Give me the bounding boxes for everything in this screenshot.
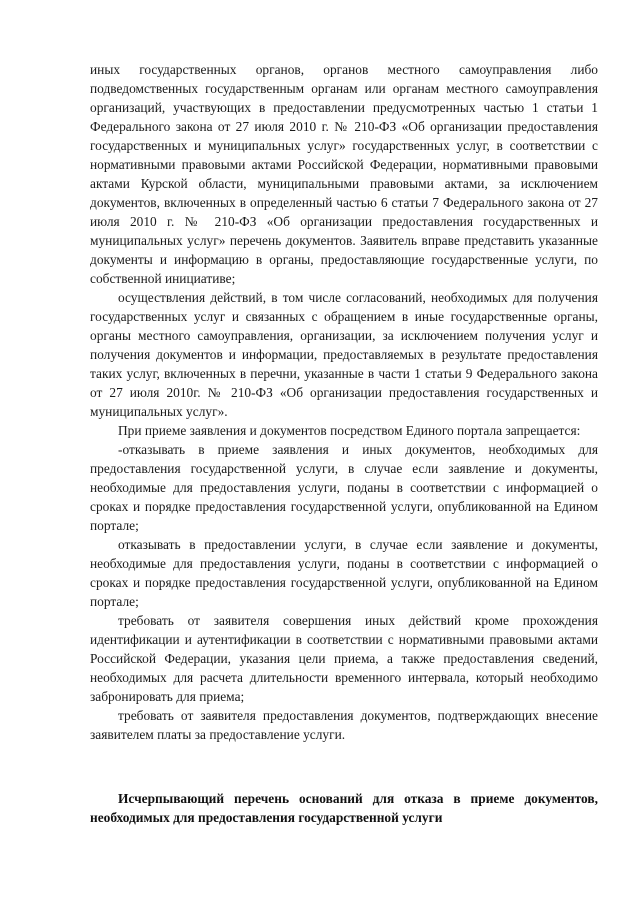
paragraph-continuation: иных государственных органов, органов местного самоуправления либо подведомственных государственным органам или органам местного самоуправления организаций, участвующих в предоставлении предусмотренных частью 1 статьи 1 Федерального закона от 27 июля 2010 г. № 210-ФЗ «Об организации предоставления государственных и муниципальных услуг» государственных услуг, в соответствии с нормативными правовыми актами Российской Федерации, нормативными правовыми актами Курской области, муниципальными правовыми актами, за исключением документов, включенных в определенный частью 6 статьи 7 Федерального закона от 27 июля 2010 г. № 210-ФЗ «Об организации предоставления государственных и муниципальных услуг» перечень документов. Заявитель вправе представить указанные документы и информацию в органы, предоставляющие государственные услуги, по собственной инициативе; <box>90 62 598 286</box>
paragraph-require-actions: требовать от заявителя совершения иных действий кроме прохождения идентификации и аутентификации в соответствии с нормативными правовыми актами Российской Федерации, указания цели приема, а также предоставления сведений, необходимых для расчета длительности временного интервала, который необходимо забронировать для приема; <box>90 613 598 704</box>
section-heading: Исчерпывающий перечень оснований для отказа в приеме документов, необходимых для предоставления государственной услуги <box>90 791 598 825</box>
document-body <box>90 60 598 744</box>
paragraph-actions: осуществления действий, в том числе согласований, необходимых для получения государственных услуг и связанных с обращением в иные государственные органы, органы местного самоуправления, организации, за исключением получения услуг и получения документов и информации, предоставляемых в результате предоставления таких услуг, включенных в перечни, указанные в части 1 статьи 9 Федерального закона от 27 июля 2010г. № 210-ФЗ «Об организации предоставления государственных и муниципальных услуг». <box>90 290 598 419</box>
paragraph-refuse-service: отказывать в предоставлении услуги, в случае если заявление и документы, необходимые для предоставления услуги, поданы в соответствии с информацией о сроках и порядке предоставления государственной услуги, опубликованной на Едином портале; <box>90 537 598 609</box>
paragraph-require-payment-docs: требовать от заявителя предоставления документов, подтверждающих внесение заявителем платы за предоставление услуги. <box>90 708 598 742</box>
paragraph-portal-intro: При приеме заявления и документов посредством Единого портала запрещается: <box>118 423 581 438</box>
paragraph-refuse-acceptance: -отказывать в приеме заявления и иных документов, необходимых для предоставления государственной услуги, в случае если заявление и документы, необходимые для предоставления услуги, поданы в соответствии с информацией о сроках и порядке предоставления государственной услуги, опубликованной на Едином портале; <box>90 442 598 533</box>
